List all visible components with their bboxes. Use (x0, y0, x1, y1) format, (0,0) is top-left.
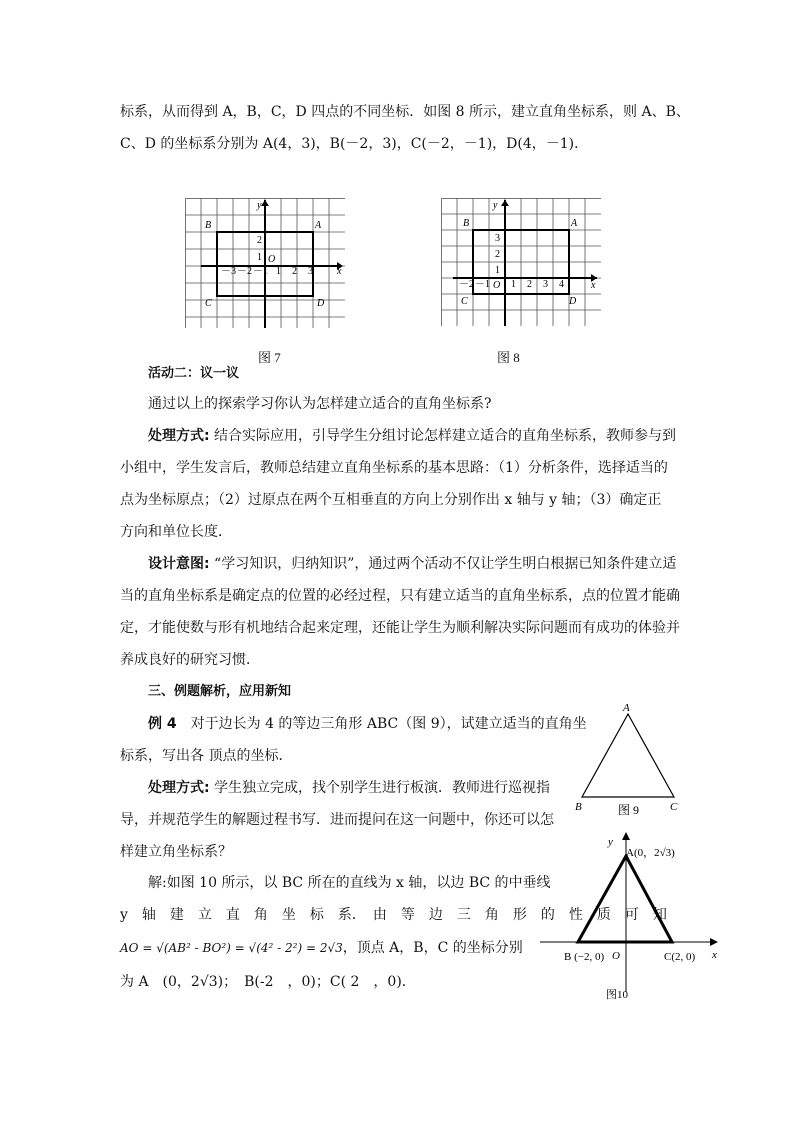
figure-8-grid (441, 198, 601, 326)
fig10-a-label: A(0，2√3) (626, 847, 675, 859)
fig7-xtick: －2 (237, 266, 252, 277)
fig8-xtick: 1 (511, 279, 516, 290)
fig8-point-d: D (569, 296, 577, 307)
fig8-ytick: 3 (495, 233, 500, 244)
example-label: 例 4 (148, 716, 177, 732)
method-text-1: 结合实际应用，引导学生分组讨论怎样建立适合的直角坐标系，教师参与到 (209, 428, 677, 444)
fig7-point-a: A (315, 220, 322, 231)
section-3-heading: 三、例题解析，应用新知 (148, 684, 292, 699)
fig8-xtick: －2 (459, 279, 474, 290)
fig7-point-d: D (317, 298, 325, 309)
solution-text-3: ，顶点 A，B，C 的坐标分别 (342, 940, 523, 956)
proc-line-2: 导，并规范学生的解题过程书写．进而提问在这一问题中，你还可以怎 (120, 812, 554, 828)
fig7-ytick: 1 (257, 252, 262, 263)
design-line-3: 定，才能使数与形有机地结合起来定理，还能让学生为顺利解决实际问题而有成功的体验并 (120, 620, 680, 636)
fig7-xtick: 3 (308, 266, 313, 277)
solution-formula: AO = √(AB² - BO²) = √(4² - 2²) = 2√3 (120, 941, 343, 955)
fig9-label-b: B (575, 801, 582, 813)
example-line-1 (148, 714, 587, 734)
fig8-xtick: 2 (527, 279, 532, 290)
design-line-2: 当的直角坐标系是确定点的位置的必经过程，只有建立适当的直角坐标系，点的位置才能确 (120, 588, 680, 604)
figure-9-caption: 图 9 (618, 803, 640, 817)
figure-10-coordinate-triangle (536, 828, 726, 1006)
figure-7-caption: 图 7 (258, 350, 281, 365)
fig8-point-c: C (461, 296, 468, 307)
activity-2-question: 通过以上的探索学习你认为怎样建立适合的直角坐标系? (148, 396, 492, 412)
figure-10-caption: 图10 (606, 989, 628, 1001)
fig9-label-c: C (670, 801, 678, 813)
solution-line-1: 解:如图 10 所示，以 BC 所在的直线为 x 轴，以边 BC 的中垂线 (148, 875, 551, 891)
solution-line-4: 为 A (0，2√3)； B(-2 ，0)；C( 2 ，0)． (120, 974, 416, 990)
proc-label: 处理方式: (148, 780, 210, 796)
fig8-xtick: 3 (543, 279, 548, 290)
fig10-c-label: C(2, 0) (664, 951, 696, 963)
fig7-y-label: y (257, 200, 262, 211)
fig8-origin: O (493, 280, 501, 291)
fig7-point-c: C (205, 298, 212, 309)
figure-8-caption: 图 8 (497, 350, 520, 365)
fig8-point-b: B (463, 218, 470, 229)
fig8-xtick: 4 (559, 279, 564, 290)
example-text-1: 对于边长为 4 的等边三角形 ABC（图 9），试建立适当的直角坐 (176, 716, 587, 732)
design-line-1 (148, 554, 676, 574)
fig7-xtick: 1 (276, 266, 281, 277)
method-label: 处理方式: (148, 428, 210, 444)
fig10-b-label: B (−2, 0) (564, 951, 605, 963)
solution-line-2: y 轴 建 立 直 角 坐 标 系． 由 等 边 三 角 形 的 性 质 可 知 (120, 907, 667, 923)
proc-text-1: 学生独立完成，找个别学生进行板演．教师进行巡视指 (209, 780, 551, 796)
method-line-1 (148, 426, 676, 446)
fig8-y-label: y (493, 200, 498, 211)
fig7-xtick: －3 (221, 266, 236, 277)
fig10-x-label: x (712, 949, 717, 961)
fig7-xtick: －1 (253, 266, 268, 277)
proc-line-1 (148, 778, 550, 798)
fig8-xtick: －1 (475, 279, 490, 290)
fig8-x-label: x (591, 280, 596, 291)
figure-9-triangle (572, 700, 692, 820)
intro-line-2: C、D 的坐标系分别为 A(4，3)，B(－2，3)，C(－2，－1)，D(4，－1)． (120, 136, 589, 152)
fig10-origin: O (612, 950, 620, 962)
method-line-3: 点为坐标原点；（2）过原点在两个互相垂直的方向上分别作出 x 轴与 y 轴；（3）确定正 (120, 492, 662, 508)
proc-line-3: 样建立角坐标系？ (120, 844, 232, 860)
fig8-ytick: 1 (495, 265, 500, 276)
fig8-point-a: A (571, 218, 578, 229)
design-text-1: “学习知识，归纳知识”，通过两个活动不仅让学生明白根据已知条件建立适 (209, 556, 677, 572)
fig7-origin: O (268, 254, 276, 265)
fig7-point-b: B (205, 220, 212, 231)
design-label: 设计意图: (148, 556, 210, 572)
intro-line-1: 标系，从而得到 A，B，C，D 四点的不同坐标．如图 8 所示，建立直角坐标系，则 A、B、 (120, 104, 690, 120)
fig8-ytick: 2 (495, 249, 500, 260)
method-line-4: 方向和单位长度． (120, 524, 232, 540)
activity-2-heading: 活动二：议一议 (148, 366, 240, 381)
fig10-y-label: y (608, 836, 613, 848)
method-line-2: 小组中，学生发言后，教师总结建立直角坐标系的基本思路：（1）分析条件，选择适当的 (120, 460, 668, 476)
fig7-x-label: x (337, 266, 342, 277)
figure-7-grid (185, 198, 345, 328)
fig9-label-a: A (623, 702, 630, 714)
fig7-xtick: 2 (292, 266, 297, 277)
design-line-4: 养成良好的研究习惯． (120, 652, 260, 668)
fig7-ytick: 2 (257, 235, 262, 246)
example-line-2: 标系，写出各 顶点的坐标． (120, 748, 293, 764)
solution-line-3 (120, 938, 523, 958)
